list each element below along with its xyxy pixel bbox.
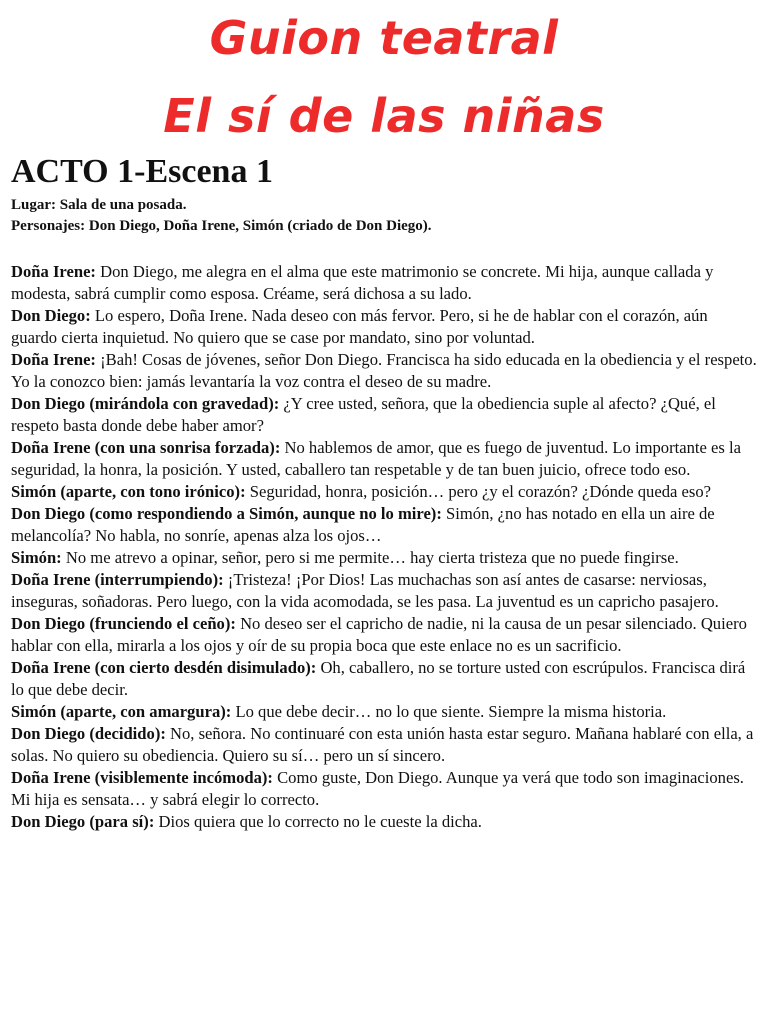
speaker-name: Don Diego (como respondiendo a Simón, aunque no lo mire):	[11, 504, 442, 523]
speaker-name: Simón (aparte, con amargura):	[11, 702, 232, 721]
dialogue-line	[11, 613, 757, 657]
dialogue-text: Lo que debe decir… no lo que siente. Siempre la misma historia.	[231, 702, 667, 721]
speaker-name: Doña Irene (visiblemente incómoda):	[11, 768, 273, 787]
dialogue-text: Simón, ¿no has notado en ella un aire de melancolía? No habla, no sonríe, apenas alza los ojos…	[11, 504, 715, 545]
dialogue-text: ¡Tristeza! ¡Por Dios! Las muchachas son así antes de casarse: nerviosas, inseguras, soñadoras. Pero luego, con la vida acomodada, se les pasa. La juventud es un capricho pasajero.	[11, 570, 719, 611]
speaker-name: Doña Irene (con una sonrisa forzada):	[11, 438, 281, 457]
dialogue-text: No deseo ser el capricho de nadie, ni la causa de un pesar silenciado. Quiero hablar con ella, mirarla a los ojos y oír de su propia boca que este enlace no es un sacrificio.	[11, 614, 747, 655]
dialogue-list	[11, 261, 757, 833]
dialogue-line	[11, 723, 757, 767]
dialogue-line	[11, 481, 757, 503]
title-line-1: Guion teatral	[209, 11, 559, 65]
scene-info	[11, 195, 757, 237]
dialogue-line	[11, 657, 757, 701]
speaker-name: Don Diego (frunciendo el ceño):	[11, 614, 236, 633]
speaker-name: Simón (aparte, con tono irónico):	[11, 482, 246, 501]
speaker-name: Doña Irene:	[11, 262, 96, 281]
title-line-2: El sí de las niñas	[163, 89, 605, 143]
speaker-name: Don Diego (mirándola con gravedad):	[11, 394, 280, 413]
dialogue-text: Seguridad, honra, posición… pero ¿y el corazón? ¿Dónde queda eso?	[245, 482, 711, 501]
dialogue-line	[11, 811, 757, 833]
dialogue-line	[11, 767, 757, 811]
speaker-name: Simón:	[11, 548, 62, 567]
dialogue-line	[11, 305, 757, 349]
speaker-name: Doña Irene (con cierto desdén disimulado):	[11, 658, 317, 677]
dialogue-line	[11, 261, 757, 305]
dialogue-text: Como guste, Don Diego. Aunque ya verá que todo son imaginaciones. Mi hija es sensata… y sabrá elegir lo correcto.	[11, 768, 744, 809]
speaker-name: Don Diego:	[11, 306, 91, 325]
act-heading: ACTO 1-Escena 1	[11, 153, 273, 190]
dialogue-text: No hablemos de amor, que es fuego de juventud. Lo importante es la seguridad, la honra, la posición. Y usted, caballero tan respetable y de tan buen juicio, ofrece todo eso.	[11, 438, 741, 479]
dialogue-line	[11, 503, 757, 547]
dialogue-line	[11, 569, 757, 613]
dialogue-text: ¿Y cree usted, señora, que la obediencia suple al afecto? ¿Qué, el respeto basta donde debe haber amor?	[11, 394, 716, 435]
speaker-name: Don Diego (decidido):	[11, 724, 166, 743]
dialogue-line	[11, 701, 757, 723]
dialogue-line	[11, 437, 757, 481]
dialogue-line	[11, 547, 757, 569]
dialogue-text: No, señora. No continuaré con esta unión hasta estar seguro. Mañana hablaré con ella, a solas. No quiero su obediencia. Quiero su sí… pero un sí sincero.	[11, 724, 754, 765]
place-line: Lugar: Sala de una posada.	[11, 197, 187, 213]
dialogue-text: ¡Bah! Cosas de jóvenes, señor Don Diego. Francisca ha sido educada en la obediencia y el respeto. Yo la conozco bien: jamás levantaría la voz contra el deseo de su madre.	[11, 350, 757, 391]
dialogue-text: Dios quiera que lo correcto no le cueste la dicha.	[154, 812, 482, 831]
characters-line: Personajes: Don Diego, Doña Irene, Simón (criado de Don Diego).	[11, 218, 432, 234]
speaker-name: Don Diego (para sí):	[11, 812, 155, 831]
dialogue-text: No me atrevo a opinar, señor, pero si me permite… hay cierta tristeza que no puede fingirse.	[61, 548, 679, 567]
dialogue-text: Lo espero, Doña Irene. Nada deseo con más fervor. Pero, si he de hablar con el corazón, aún guardo cierta inquietud. No quiero que se case por mandato, sino por voluntad.	[11, 306, 708, 347]
speaker-name: Doña Irene:	[11, 350, 96, 369]
speaker-name: Doña Irene (interrumpiendo):	[11, 570, 224, 589]
dialogue-line	[11, 349, 757, 393]
dialogue-text: Oh, caballero, no se torture usted con escrúpulos. Francisca dirá lo que debe decir.	[11, 658, 746, 699]
dialogue-text: Don Diego, me alegra en el alma que este matrimonio se concrete. Mi hija, aunque callada y modesta, sabrá cumplir como esposa. Créame, será dichosa a su lado.	[11, 262, 714, 303]
dialogue-line	[11, 393, 757, 437]
